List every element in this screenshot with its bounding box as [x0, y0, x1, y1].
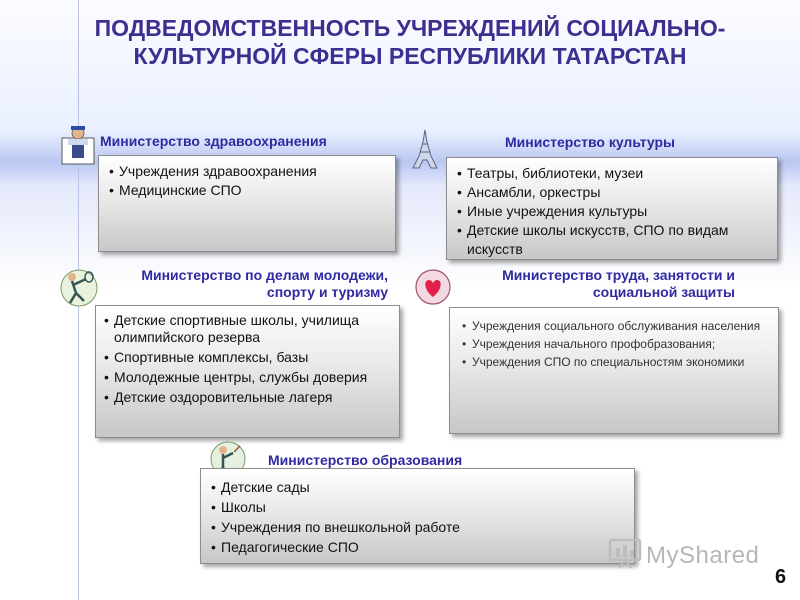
culture-heading: Министерство культуры [505, 134, 676, 150]
tennis-player-icon [58, 267, 100, 314]
health-heading: Министерство здравоохранения [100, 133, 327, 149]
list-item: • Учреждения по внешкольной работе [209, 517, 626, 537]
logo-text: MyShared [646, 541, 760, 569]
list-item: • Детские оздоровительные лагеря [102, 389, 393, 406]
labor-box [449, 307, 779, 434]
education-box [200, 468, 635, 564]
labor-heading-line-2: социальной защиты [592, 284, 735, 300]
list-item: • Детские школы искусств, СПО по видам искусств [455, 221, 769, 259]
list-item: • Спортивные комплексы, базы [102, 349, 393, 366]
list-item: • Учреждения начального профобразования; [460, 336, 768, 352]
page-number: 6 [775, 566, 787, 588]
labor-heading-line-1: Министерство труда, занятости и [502, 267, 735, 283]
list-item: • Иные учреждения культуры [455, 202, 769, 221]
doctor-icon [58, 124, 98, 171]
health-list [107, 162, 387, 200]
list-item: • Ансамбли, оркестры [455, 183, 769, 202]
youth-box [95, 305, 400, 438]
page-title [60, 14, 760, 70]
eiffel-tower-icon [405, 128, 445, 175]
list-item: • Театры, библиотеки, музеи [455, 164, 769, 183]
list-item: • Учреждения СПО по специальностям экономики [460, 354, 768, 370]
title-line-2: КУЛЬТУРНОЙ СФЕРЫ РЕСПУБЛИКИ ТАТАРСТАН [133, 43, 687, 69]
youth-list [102, 312, 393, 406]
list-item: • Детские спортивные школы, училища олимпийского резерва [102, 312, 393, 346]
myshared-logo [608, 536, 759, 575]
presentation-board-icon [608, 536, 642, 575]
list-item: • Учреждения социального обслуживания населения [460, 318, 768, 334]
list-item: • Детские сады [209, 477, 626, 497]
culture-list [455, 164, 769, 259]
list-item: • Школы [209, 497, 626, 517]
title-line-1: ПОДВЕДОМСТВЕННОСТЬ УЧРЕЖДЕНИЙ СОЦИАЛЬНО- [94, 15, 726, 41]
labor-list [460, 318, 768, 370]
labor-heading [455, 267, 735, 301]
education-list [209, 477, 626, 557]
list-item: • Учреждения здравоохранения [107, 162, 387, 181]
culture-box [446, 157, 778, 260]
youth-heading-line-2: спорту и туризму [266, 284, 388, 300]
list-item: • Медицинские СПО [107, 181, 387, 200]
youth-heading [100, 267, 388, 301]
youth-heading-line-1: Министерство по делам молодежи, [141, 267, 388, 283]
education-heading: Министерство образования [268, 452, 463, 468]
health-box [98, 155, 396, 252]
heart-badge-icon [413, 267, 453, 312]
list-item: • Молодежные центры, службы доверия [102, 369, 393, 386]
list-item: • Педагогические СПО [209, 537, 626, 557]
